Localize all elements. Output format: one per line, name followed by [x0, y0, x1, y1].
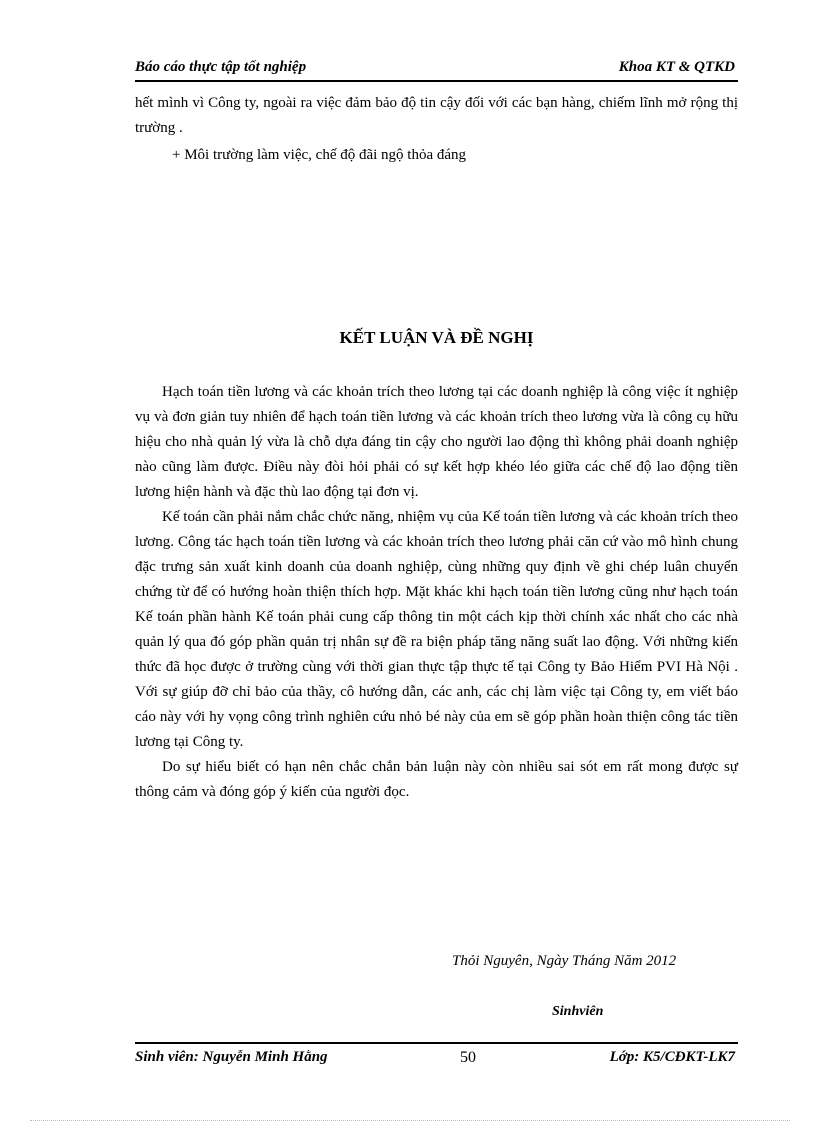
page-header — [135, 58, 738, 82]
header-faculty: Khoa KT & QTKD — [618, 59, 735, 75]
signature-role: Sinhviên — [552, 1004, 604, 1019]
footer-student-name: Sinh viên: Nguyễn Minh Hằng — [135, 1049, 328, 1065]
page-number: 50 — [460, 1049, 476, 1066]
intro-bullet: + Môi trường làm việc, chế độ đãi ngộ thỏa đáng — [172, 147, 467, 163]
footer-class: Lớp: K5/CĐKT-LK7 — [609, 1049, 735, 1065]
page-footer — [135, 1042, 738, 1070]
conclusion-paragraph-2: Kế toán cần phải nắm chắc chức năng, nhiệm vụ của Kế toán tiền lương và các khoản trích theo lương. Công tác hạch toán tiền lương và các khoản trích theo lương phải căn cứ vào mô hình chung đặc trưng sản xuất kinh doanh của doanh nghiệp, cùng những quy định về ghi chép luân chuyển chứng từ để có hướng hoàn thiện thích hợp. Mặt khác khi hạch toán tiền lương cũng như hạch toán Kế toán phần hành Kế toán phải cung cấp thông tin một cách kịp thời chính xác nhất cho các nhà quản lý qua đó góp phần quản trị nhân sự đề ra biện pháp tăng năng suất lao động. Với những kiến thức đã học được ở trường cùng với thời gian thực tập thực tế tại Công ty Bảo Hiểm PVI Hà Nội . Với sự giúp đỡ chỉ bảo của thầy, cô hướng dẫn, các anh, các chị làm việc tại Công ty, em viết báo cáo này với hy vọng công trình nghiên cứu nhỏ bé này của em sẽ góp phần hoàn thiện công tác tiền lương tại Công ty. — [135, 509, 738, 750]
conclusion-paragraph-3: Do sự hiểu biết có hạn nên chắc chắn bản luận này còn nhiều sai sót em rất mong được sự thông cảm và đóng góp ý kiến của người đọc. — [135, 759, 738, 800]
intro-paragraph: hết mình vì Công ty, ngoài ra việc đảm bảo độ tin cậy đối với các bạn hàng, chiếm lĩnh mở rộng thị trường . — [135, 95, 738, 136]
section-title: KẾT LUẬN VÀ ĐỀ NGHỊ — [339, 328, 534, 347]
conclusion-paragraph-1: Hạch toán tiền lương và các khoản trích theo lương tại các doanh nghiệp là công việc ít nghiệp vụ và đơn giản tuy nhiên để hạch toán tiền lương và các khoản trích theo lương vừa là công cụ hữu hiệu cho nhà quản lý vừa là chỗ dựa đáng tin cậy cho người lao động thì không phải doanh nghiệp nào cũng làm được. Điều này đòi hỏi phải có sự kết hợp khéo léo giữa các chế độ lao động tiền lương hiện hành và đặc thù lao động tại đơn vị. — [135, 384, 738, 500]
page-edge-divider — [30, 1120, 790, 1121]
header-report-title: Báo cáo thực tập tốt nghiệp — [135, 59, 307, 75]
conclusion-body — [135, 380, 738, 805]
signature-place-date: Thỏi Nguyên, Ngày Tháng Năm 2012 — [452, 953, 677, 969]
